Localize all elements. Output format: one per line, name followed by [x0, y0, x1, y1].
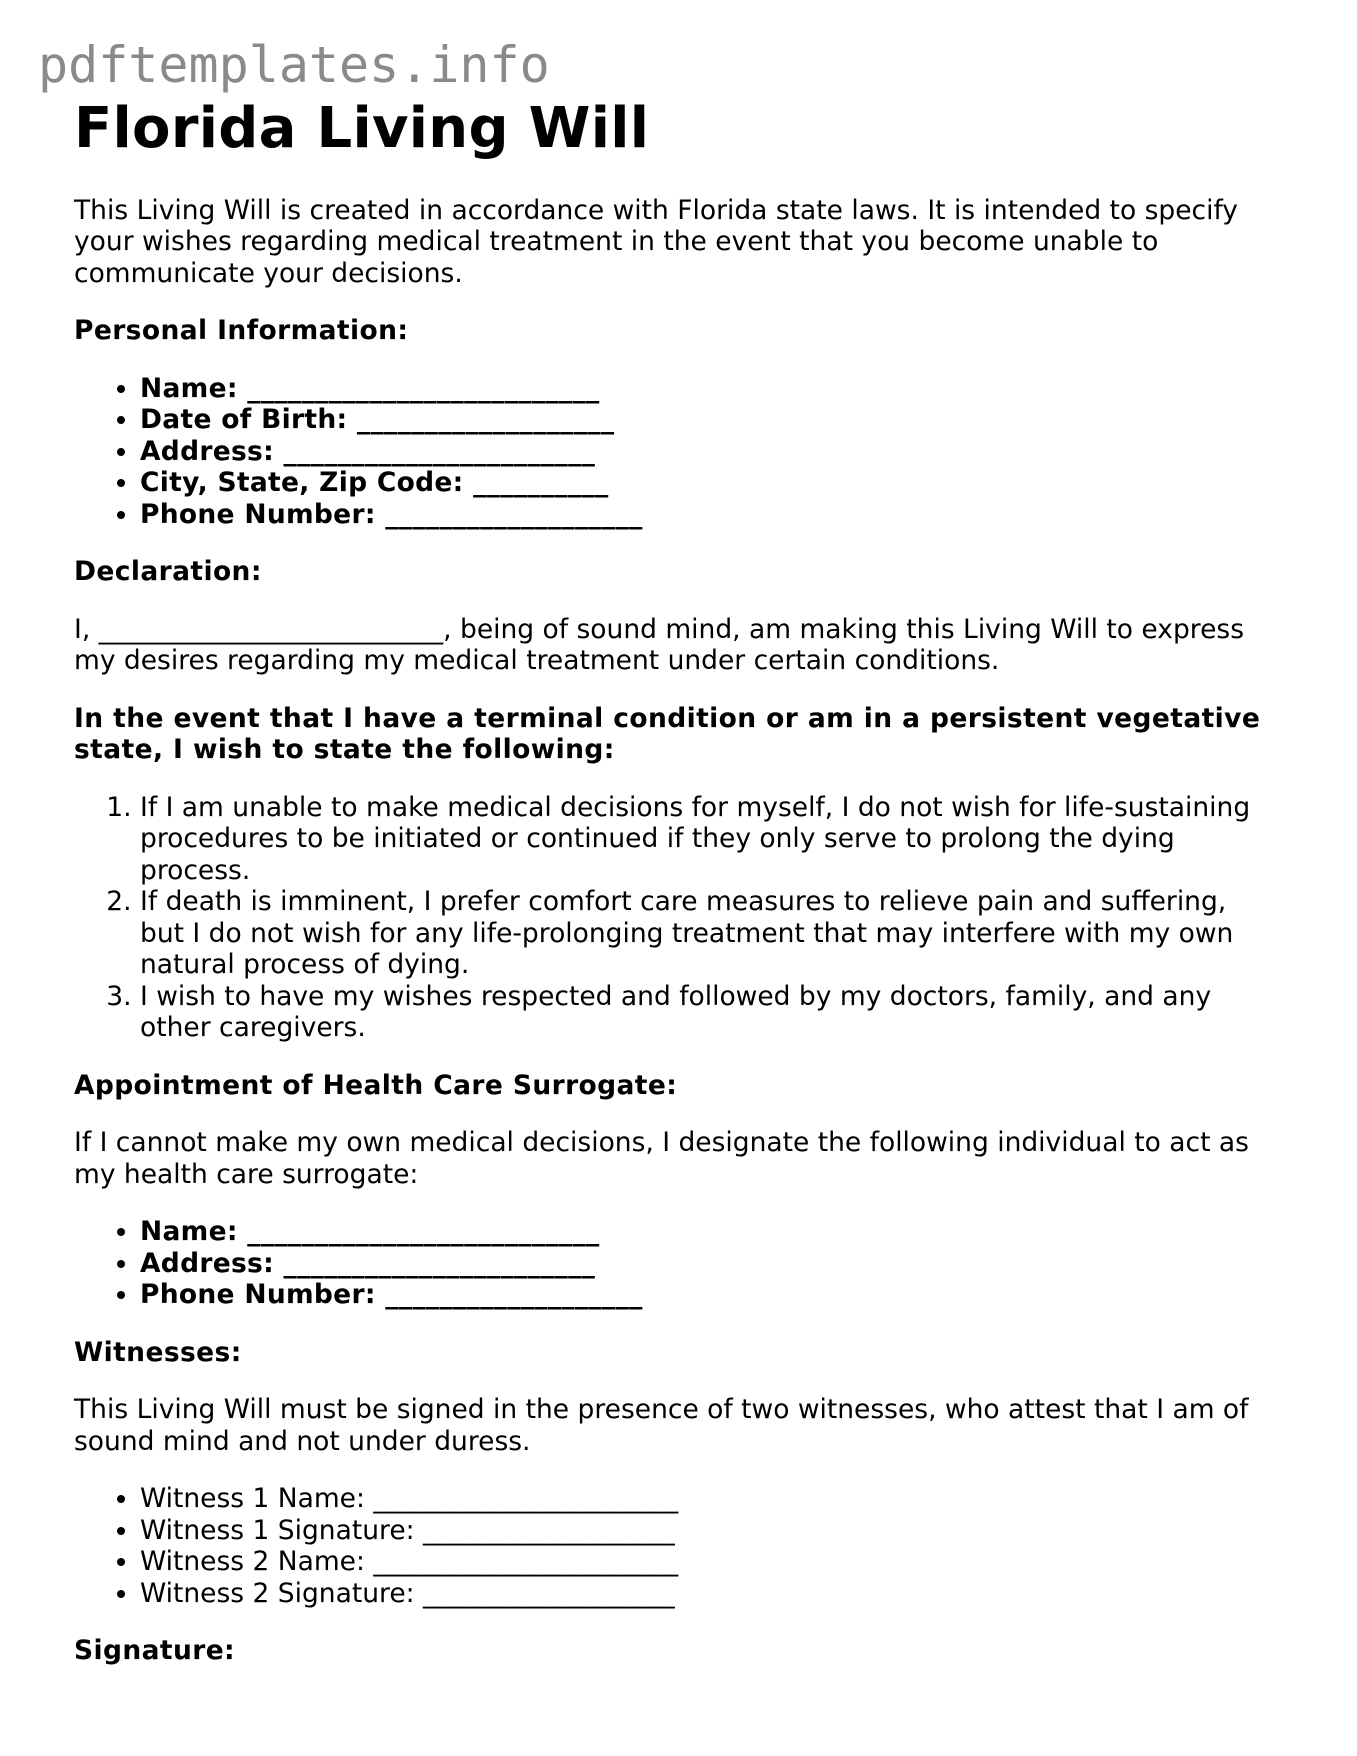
surrogate-name-field: • Name: __________________________ [140, 1216, 1274, 1248]
personal-info-phone-field: • Phone Number: ___________________ [140, 499, 1274, 531]
terminal-wish-item: 3. I wish to have my wishes respected and followed by my doctors, family, and any other caregivers. [140, 981, 1274, 1044]
witness-2-signature-field: • Witness 2 Signature: ___________________ [140, 1578, 1274, 1610]
witness-2-name-field: • Witness 2 Name: _______________________ [140, 1546, 1274, 1578]
intro-paragraph: This Living Will is created in accordance with Florida state laws. It is intended to specify your wishes regarding medical treatment in the event that you become unable to communicate your decisions. [74, 194, 1238, 289]
personal-info-name-field: • Name: __________________________ [140, 373, 1274, 405]
document-page [74, 98, 1274, 1667]
surrogate-phone-field: • Phone Number: ___________________ [140, 1279, 1274, 1311]
personal-info-heading: Personal Information: [74, 315, 409, 347]
terminal-condition-heading: In the event that I have a terminal condition or am in a persistent vegetative state, I wish to state the following: [74, 702, 1261, 766]
personal-info-dob-field: • Date of Birth: ___________________ [140, 404, 1274, 436]
terminal-wish-item: 2. If death is imminent, I prefer comfort care measures to relieve pain and suffering, but I do not wish for any life-prolonging treatment that may interfere with my own natural process of dying. [140, 886, 1274, 981]
witnesses-list [74, 1483, 1274, 1609]
witnesses-heading: Witnesses: [74, 1336, 242, 1368]
personal-info-address-field: • Address: _______________________ [140, 436, 1274, 468]
watermark: pdftemplates.info [38, 36, 550, 94]
surrogate-address-field: • Address: _______________________ [140, 1248, 1274, 1280]
document-title: Florida Living Will [74, 96, 650, 161]
declaration-text: I, __________________________, being of sound mind, am making this Living Will to express my desires regarding my medical treatment under certain conditions. [74, 613, 1244, 677]
personal-info-city-field: • City, State, Zip Code: __________ [140, 467, 1274, 499]
terminal-wish-item: 1. If I am unable to make medical decisions for myself, I do not wish for life-sustaining procedures to be initiated or continued if they only serve to prolong the dying process. [140, 792, 1274, 887]
witnesses-text: This Living Will must be signed in the presence of two witnesses, who attest that I am of sound mind and not under duress. [74, 1394, 1249, 1457]
surrogate-text: If I cannot make my own medical decisions, I designate the following individual to act as my health care surrogate: [74, 1127, 1249, 1190]
personal-info-list [74, 373, 1274, 531]
declaration-heading: Declaration: [74, 556, 262, 588]
surrogate-list [74, 1216, 1274, 1311]
witness-1-name-field: • Witness 1 Name: _______________________ [140, 1483, 1274, 1515]
terminal-wishes-list [74, 792, 1274, 1044]
signature-heading: Signature: [74, 1635, 236, 1667]
witness-1-signature-field: • Witness 1 Signature: ___________________ [140, 1515, 1274, 1547]
surrogate-heading: Appointment of Health Care Surrogate: [74, 1069, 678, 1101]
